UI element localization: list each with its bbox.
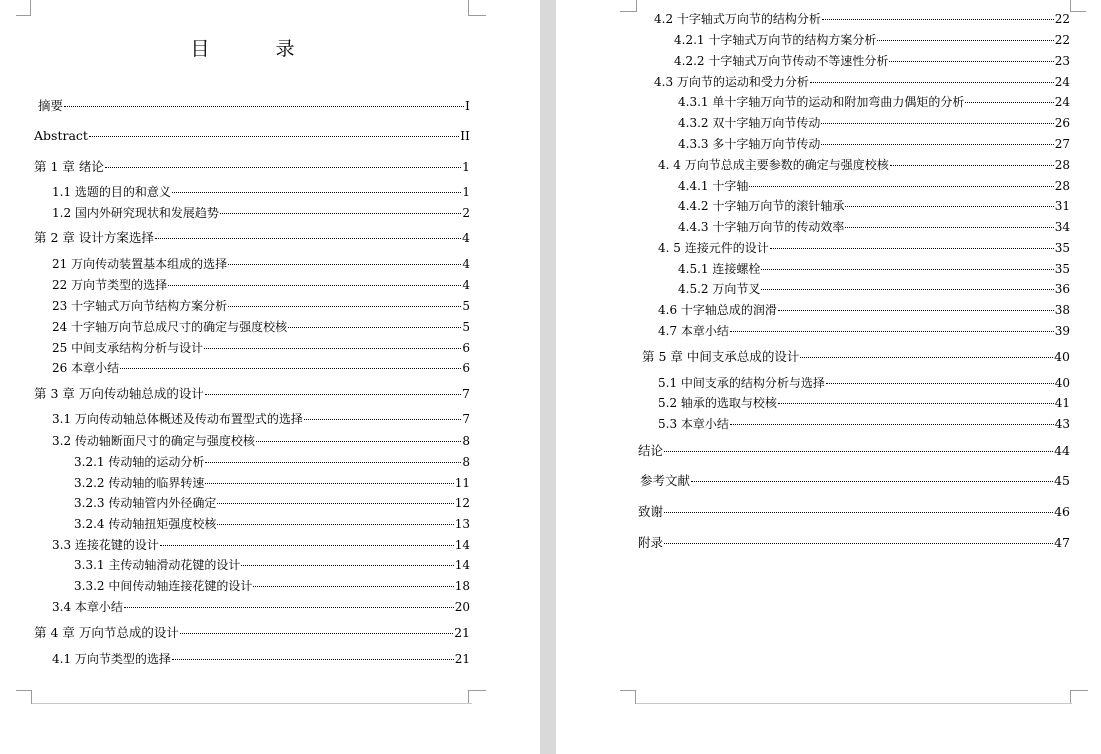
toc-entry-page: 28 [1054, 158, 1070, 172]
dot-leader [160, 541, 454, 546]
toc-entry-page: 7 [462, 412, 470, 426]
toc-entry-label: 4.3 万向节的运动和受力分析 [654, 75, 809, 89]
dot-leader [730, 327, 1054, 332]
crop-mark [30, 0, 31, 16]
toc-entry[interactable] [658, 375, 1070, 391]
toc-entry-page: 22 [1054, 33, 1070, 47]
toc-entry[interactable] [52, 411, 470, 427]
toc-entry[interactable] [678, 136, 1070, 152]
toc-entry-page: 28 [1054, 179, 1070, 193]
dot-leader [691, 477, 1053, 482]
toc-entry-label: 5.3 本章小结 [658, 417, 729, 431]
toc-entry-label: 4.4.1 十字轴 [678, 179, 749, 193]
toc-entry-label: 4.5.2 万向节叉 [678, 282, 761, 296]
page-edge [636, 703, 1072, 704]
toc-entry[interactable] [74, 557, 470, 573]
dot-leader [228, 302, 461, 307]
dot-leader [749, 182, 1053, 187]
toc-entry-page: 41 [1054, 396, 1070, 410]
toc-entry-page: 47 [1054, 535, 1070, 550]
toc-entry-page: 40 [1054, 349, 1070, 364]
toc-entry-label: 4.5.1 连接螺栓 [678, 262, 761, 276]
toc-page-left [0, 0, 540, 754]
toc-entry-page: 34 [1054, 220, 1070, 234]
dot-leader [826, 379, 1054, 384]
toc-entry-page: 5 [462, 320, 470, 334]
dot-leader [241, 561, 453, 566]
toc-entry[interactable] [678, 94, 1070, 110]
crop-mark [31, 690, 32, 704]
dot-leader [205, 458, 461, 463]
crop-mark [635, 690, 636, 704]
dot-leader [172, 655, 454, 660]
toc-entry-page: 6 [462, 361, 470, 375]
toc-entry[interactable] [52, 651, 470, 667]
page-gutter [540, 0, 556, 754]
dot-leader [761, 285, 1053, 290]
dot-leader [180, 629, 453, 634]
toc-entry-page: II [460, 128, 470, 143]
dot-leader [770, 244, 1054, 249]
toc-entry-label: 25 中间支承结构分析与设计 [52, 341, 204, 355]
toc-entry[interactable] [658, 157, 1070, 173]
dot-leader [253, 582, 453, 587]
toc-entry-label: 3.3 连接花键的设计 [52, 538, 159, 552]
toc-entry-page: 4 [462, 257, 470, 271]
toc-entry-page: 44 [1054, 443, 1070, 458]
toc-entry[interactable] [52, 184, 470, 200]
toc-entry-page: 11 [454, 476, 470, 490]
toc-entry-label: 5.2 轴承的选取与校核 [658, 396, 777, 410]
toc-entry-label: 3.3.2 中间传动轴连接花键的设计 [74, 579, 253, 593]
toc-entry-label: 参考文献 [640, 473, 691, 488]
toc-entry-label: 3.2 传动轴断面尺寸的确定与强度校核 [52, 434, 255, 448]
toc-entry-page: I [465, 98, 470, 113]
toc-entry-page: 1 [462, 185, 470, 199]
toc-entry-label: 第 4 章 万向节总成的设计 [34, 625, 179, 640]
toc-entry-label: 第 3 章 万向传动轴总成的设计 [34, 386, 204, 401]
dot-leader [256, 437, 461, 442]
toc-page-right [556, 0, 1101, 754]
crop-mark [468, 0, 469, 16]
toc-entry-label: 3.2.1 传动轴的运动分析 [74, 455, 205, 469]
toc-entry[interactable] [38, 98, 470, 114]
page-edge [32, 703, 472, 704]
toc-entry[interactable] [52, 340, 470, 356]
toc-entry-label: 26 本章小结 [52, 361, 120, 375]
toc-entry-label: 4.6 十字轴总成的润滑 [658, 303, 777, 317]
toc-entry-page: 45 [1054, 473, 1070, 488]
toc-entry[interactable] [52, 599, 470, 615]
toc-entry-label: 5.1 中间支承的结构分析与选择 [658, 376, 825, 390]
toc-entry-label: 3.3.1 主传动轴滑动花键的设计 [74, 558, 241, 572]
toc-entry[interactable] [642, 349, 1070, 365]
toc-entry-page: 39 [1054, 324, 1070, 338]
toc-entry[interactable] [34, 386, 470, 402]
toc-entry-label: 4.1 万向节类型的选择 [52, 652, 171, 666]
toc-entry-label: 第 2 章 设计方案选择 [34, 230, 154, 245]
toc-entry-label: 1.2 国内外研究现状和发展趋势 [52, 206, 219, 220]
dot-leader [845, 202, 1053, 207]
toc-entry-label: 4.7 本章小结 [658, 324, 729, 338]
toc-entry-label: 致谢 [638, 504, 664, 519]
toc-entry-label: 3.4 本章小结 [52, 600, 123, 614]
dot-leader [228, 260, 461, 265]
toc-entry[interactable] [658, 302, 1070, 318]
dot-leader [105, 163, 461, 168]
crop-mark [1070, 690, 1088, 691]
toc-entry[interactable] [34, 230, 470, 246]
dot-leader [845, 223, 1053, 228]
toc-entry-page: 21 [454, 625, 470, 640]
toc-entry[interactable] [638, 504, 1070, 520]
toc-entry-page: 14 [454, 538, 470, 552]
crop-mark [16, 690, 32, 691]
toc-entry[interactable] [674, 32, 1070, 48]
dot-leader [172, 188, 461, 193]
toc-entry-label: 3.2.2 传动轴的临界转速 [74, 476, 205, 490]
dot-leader [778, 399, 1054, 404]
dot-leader [877, 36, 1053, 41]
toc-entry-label: Abstract [34, 128, 88, 143]
toc-entry-page: 24 [1054, 95, 1070, 109]
toc-entry-label: 23 十字轴式万向节结构方案分析 [52, 299, 228, 313]
dot-leader [664, 447, 1053, 452]
toc-entry-page: 6 [462, 341, 470, 355]
crop-mark [16, 15, 31, 16]
toc-entry[interactable] [654, 74, 1070, 90]
dot-leader [761, 265, 1053, 270]
toc-entry-page: 4 [462, 230, 470, 245]
toc-entry-page: 22 [1054, 12, 1070, 26]
toc-entry-page: 40 [1054, 376, 1070, 390]
dot-leader [810, 78, 1054, 83]
toc-entry-page: 8 [462, 455, 470, 469]
dot-leader [288, 323, 461, 328]
crop-mark [468, 15, 486, 16]
toc-entry-page: 35 [1054, 262, 1070, 276]
toc-entry[interactable] [74, 495, 470, 511]
dot-leader [730, 420, 1054, 425]
toc-entry[interactable] [34, 159, 470, 175]
toc-entry-label: 3.2.4 传动轴扭矩强度校核 [74, 517, 217, 531]
toc-entry-label: 4.2 十字轴式万向节的结构分析 [654, 12, 821, 26]
toc-entry[interactable] [52, 298, 470, 314]
toc-entry-page: 2 [462, 206, 470, 220]
crop-mark [1070, 11, 1086, 12]
toc-entry-page: 21 [454, 652, 470, 666]
toc-entry-label: 4.2.1 十字轴式万向节的结构方案分析 [674, 33, 877, 47]
toc-entry-page: 36 [1054, 282, 1070, 296]
dot-leader [304, 415, 461, 420]
dot-leader [217, 499, 453, 504]
dot-leader [120, 364, 461, 369]
toc-entry-label: 4.3.2 双十字轴万向节传动 [678, 116, 821, 130]
toc-entry-page: 27 [1054, 137, 1070, 151]
toc-entry-label: 4.3.1 单十字轴万向节的运动和附加弯曲力偶矩的分析 [678, 95, 965, 109]
dot-leader [890, 161, 1054, 166]
toc-entry-label: 4. 5 连接元件的设计 [658, 241, 769, 255]
toc-entry[interactable] [678, 198, 1070, 214]
toc-entry[interactable] [52, 277, 470, 293]
toc-entry-page: 24 [1054, 75, 1070, 89]
dot-leader [124, 603, 454, 608]
crop-mark [636, 0, 637, 12]
toc-entry[interactable] [638, 535, 1070, 551]
dot-leader [64, 102, 464, 107]
crop-mark [620, 11, 636, 12]
toc-entry[interactable] [52, 360, 470, 376]
toc-entry-label: 4.4.2 十字轴万向节的滚针轴承 [678, 199, 845, 213]
toc-title: 目 录 [190, 38, 325, 60]
toc-entry[interactable] [658, 395, 1070, 411]
toc-entry[interactable] [52, 537, 470, 553]
toc-entry[interactable] [52, 319, 470, 335]
toc-entry-label: 24 十字轴万向节总成尺寸的确定与强度校核 [52, 320, 288, 334]
crop-mark [1070, 690, 1071, 704]
toc-entry[interactable] [678, 219, 1070, 235]
toc-entry-page: 1 [462, 159, 470, 174]
toc-entry[interactable] [658, 240, 1070, 256]
toc-entry-label: 4.4.3 十字轴万向节的传动效率 [678, 220, 845, 234]
dot-leader [89, 132, 459, 137]
dot-leader [821, 140, 1053, 145]
toc-entry-page: 7 [462, 386, 470, 401]
toc-entry-label: 第 1 章 绪论 [34, 159, 104, 174]
dot-leader [822, 15, 1054, 20]
dot-leader [217, 520, 453, 525]
toc-entry-label: 3.2.3 传动轴管内外径确定 [74, 496, 217, 510]
toc-entry-label: 摘要 [38, 98, 64, 113]
toc-entry-page: 13 [454, 517, 470, 531]
toc-entry-label: 22 万向节类型的选择 [52, 278, 168, 292]
dot-leader [889, 57, 1053, 62]
dot-leader [778, 306, 1054, 311]
toc-entry-label: 第 5 章 中间支承总成的设计 [642, 349, 800, 364]
toc-entry[interactable] [52, 433, 470, 449]
dot-leader [965, 98, 1053, 103]
toc-entry[interactable] [52, 205, 470, 221]
dot-leader [155, 234, 461, 239]
toc-entry-label: 21 万向传动装置基本组成的选择 [52, 257, 228, 271]
toc-entry-page: 31 [1054, 199, 1070, 213]
toc-entry[interactable] [658, 323, 1070, 339]
toc-entry[interactable] [658, 416, 1070, 432]
toc-entry-page: 8 [462, 434, 470, 448]
toc-entry-label: 4.3.3 多十字轴万向节传动 [678, 137, 821, 151]
toc-entry-page: 4 [462, 278, 470, 292]
toc-entry[interactable] [74, 516, 470, 532]
crop-mark [468, 690, 486, 691]
toc-entry-page: 35 [1054, 241, 1070, 255]
toc-entry-label: 1.1 选题的目的和意义 [52, 185, 171, 199]
toc-entry-page: 26 [1054, 116, 1070, 130]
toc-entry[interactable] [654, 11, 1070, 27]
toc-entry[interactable] [678, 261, 1070, 277]
toc-entry[interactable] [678, 178, 1070, 194]
toc-entry[interactable] [678, 115, 1070, 131]
toc-entry[interactable] [74, 454, 470, 470]
dot-leader [800, 353, 1053, 358]
dot-leader [205, 390, 461, 395]
crop-mark [620, 690, 636, 691]
dot-leader [168, 281, 461, 286]
toc-entry-page: 14 [454, 558, 470, 572]
toc-entry-page: 5 [462, 299, 470, 313]
toc-entry-label: 4. 4 万向节总成主要参数的确定与强度校核 [658, 158, 889, 172]
dot-leader [664, 508, 1053, 513]
toc-entry[interactable] [674, 53, 1070, 69]
toc-entry[interactable] [678, 281, 1070, 297]
toc-entry-label: 4.2.2 十字轴式万向节传动不等速性分析 [674, 54, 889, 68]
toc-entry-page: 23 [1054, 54, 1070, 68]
dot-leader [205, 479, 453, 484]
toc-entry-page: 43 [1054, 417, 1070, 431]
dot-leader [204, 344, 461, 349]
toc-entry[interactable] [74, 578, 470, 594]
toc-entry[interactable] [640, 473, 1070, 489]
dot-leader [664, 539, 1053, 544]
toc-entry-page: 18 [454, 579, 470, 593]
toc-entry[interactable] [52, 256, 470, 272]
dot-leader [821, 119, 1053, 124]
toc-entry[interactable] [74, 475, 470, 491]
toc-entry[interactable] [34, 625, 470, 641]
toc-entry[interactable] [34, 128, 470, 144]
dot-leader [220, 209, 461, 214]
toc-entry-page: 20 [454, 600, 470, 614]
toc-entry-label: 3.1 万向传动轴总体概述及传动布置型式的选择 [52, 412, 303, 426]
toc-entry-page: 12 [454, 496, 470, 510]
crop-mark [468, 690, 469, 704]
toc-entry[interactable] [638, 443, 1070, 459]
toc-entry-label: 附录 [638, 535, 664, 550]
toc-entry-page: 38 [1054, 303, 1070, 317]
toc-entry-page: 46 [1054, 504, 1070, 519]
toc-entry-label: 结论 [638, 443, 664, 458]
